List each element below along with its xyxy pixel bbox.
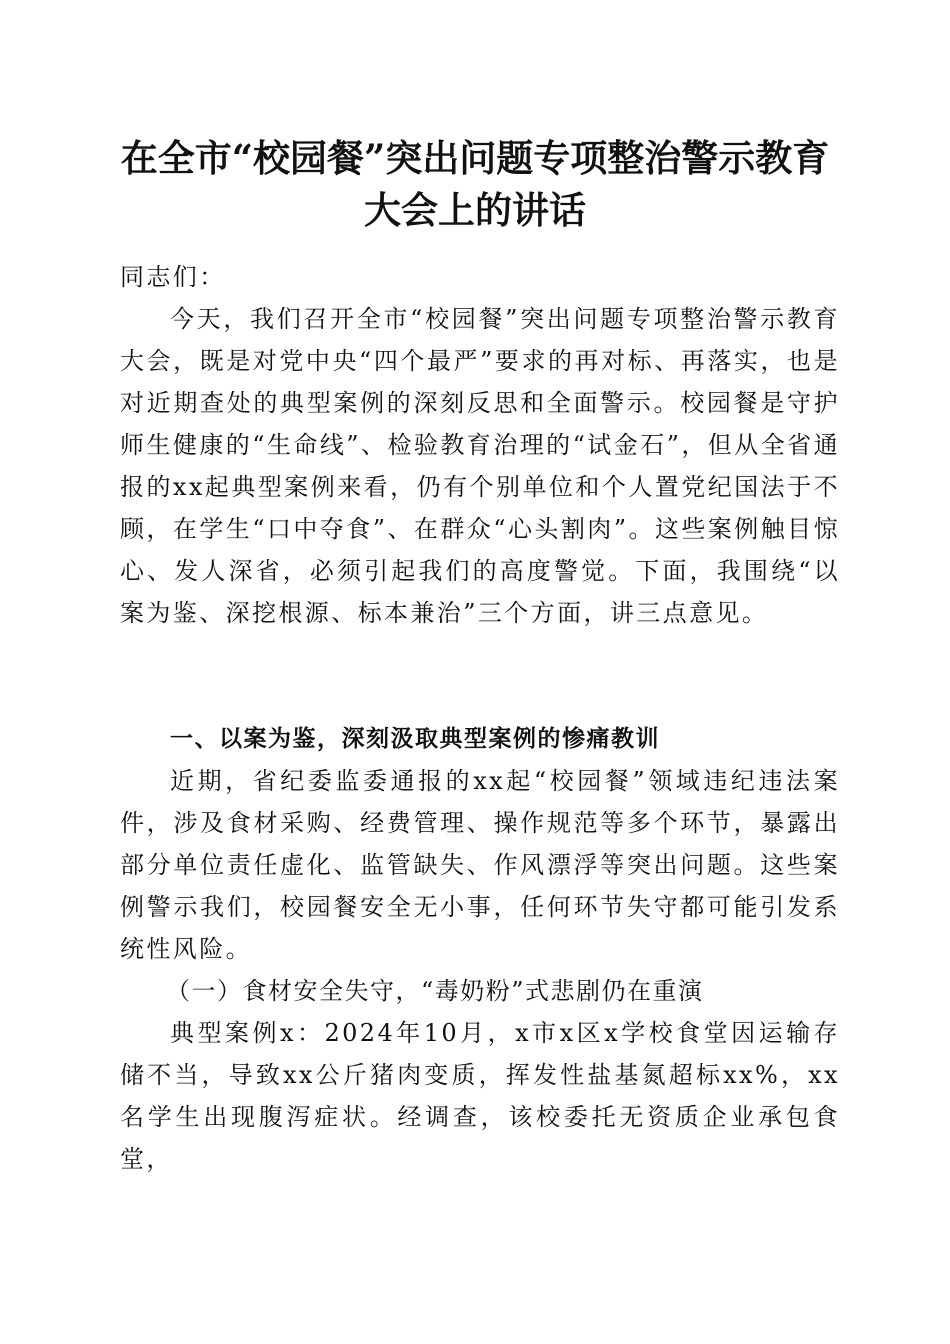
document-title-line-1: 在全市“校园餐”突出问题专项整治警示教育 [120, 136, 830, 180]
intro-paragraph: 今天，我们召开全市“校园餐”突出问题专项整治警示教育大会，既是对党中央“四个最严”要求的再对标、再落实，也是对近期查处的典型案例的深刻反思和全面警示。校园餐是守护师生健康的“生命线”、检验教育治理的“试金石”，但从全省通报的xx起典型案例来看，仍有个别单位和个人置党纪国法于不顾，在学生“口中夺食”、在群众“心头割肉”。这些案例触目惊心、发人深省，必须引起我们的高度警觉。下面，我围绕“以案为鉴、深挖根源、标本兼治”三个方面，讲三点意见。 [120, 305, 840, 627]
subsection-heading-1-1: （一）食材安全失守，“毒奶粉”式悲剧仍在重演 [166, 977, 704, 1005]
subsection-1-1 [120, 970, 840, 1012]
subsection-1-1-body [120, 1012, 840, 1180]
case-paragraph: 典型案例x：2024年10月，x市x区x学校食堂因运输存储不当，导致xx公斤猪肉变质，挥发性盐基氮超标xx%，xx名学生出现腹泻症状。经调查，该校委托无资质企业承包食堂， [120, 1019, 840, 1173]
document-body [120, 298, 840, 634]
section-1 [120, 718, 840, 760]
section-1-paragraph: 近期，省纪委监委通报的xx起“校园餐”领域违纪违法案件，涉及食材采购、经费管理、操作规范等多个环节，暴露出部分单位责任虚化、监管缺失、作风漂浮等突出问题。这些案例警示我们，校园餐安全无小事，任何环节失守都可能引发系统性风险。 [120, 767, 840, 963]
document-title [100, 132, 850, 236]
section-1-body [120, 760, 840, 970]
section-heading-1: 一、以案为鉴，深刻汲取典型案例的惨痛教训 [170, 726, 660, 752]
salutation: 同志们： [120, 263, 226, 291]
document-title-line-2: 大会上的讲话 [364, 188, 586, 232]
